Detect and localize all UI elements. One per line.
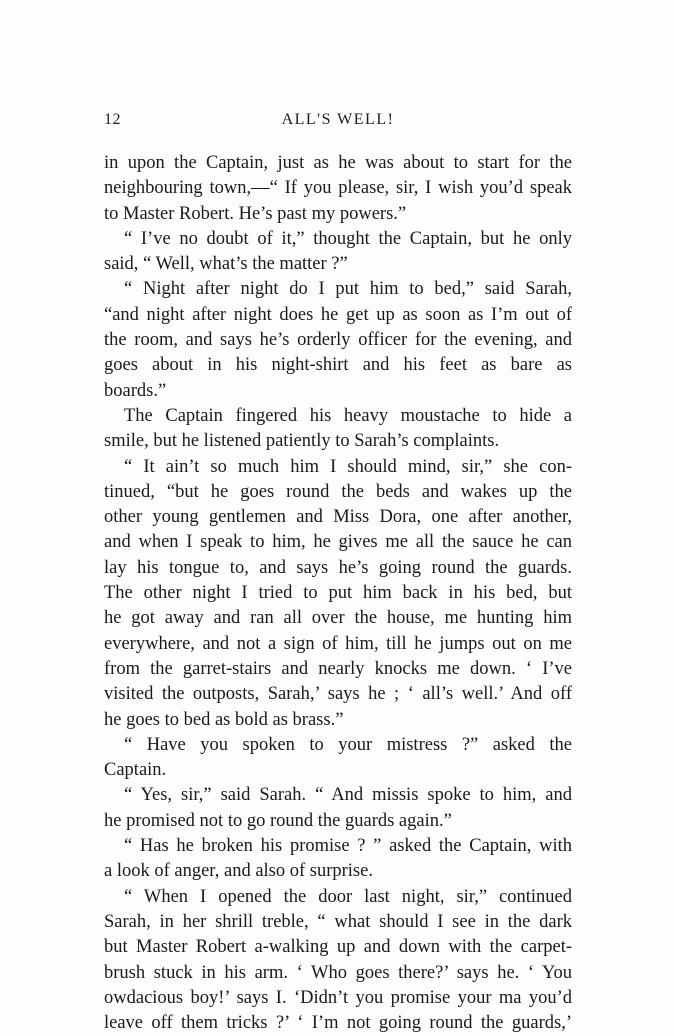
text-line: leave off them tricks ?’ ‘ I’m not going round the guards,’ xyxy=(104,1013,572,1034)
body-text xyxy=(104,151,572,1036)
text-line: “ Have you spoken to your mistress ?” asked the xyxy=(124,734,572,755)
text-line: from the garret-stairs and nearly knocks me down. ‘ I’ve xyxy=(104,658,572,679)
text-line: and when I speak to him, he gives me all the sauce he can xyxy=(104,532,572,553)
text-line: “ Yes, sir,” said Sarah. “ And missis spoke to him, and xyxy=(124,785,572,806)
text-line: The Captain fingered his heavy moustache to hide a xyxy=(124,405,572,426)
text-line: said, “ Well, what’s the matter ?” xyxy=(104,254,348,275)
text-line: “ When I opened the door last night, sir,” continued xyxy=(124,886,572,907)
text-line: a look of anger, and also of surprise. xyxy=(104,861,373,882)
page-header xyxy=(104,111,572,135)
text-line: Sarah, in her shrill treble, “ what should I see in the dark xyxy=(104,911,572,932)
text-line: boards.” xyxy=(104,380,167,401)
text-line: “ It ain’t so much him I should mind, sir,” she con- xyxy=(124,456,572,477)
text-line: other young gentlemen and Miss Dora, one after another, xyxy=(104,507,572,528)
text-line: “ Night after night do I put him to bed,” said Sarah, xyxy=(124,279,572,300)
text-line: brush stuck in his arm. ‘ Who goes there?’ says he. ‘ You xyxy=(104,962,572,983)
text-line: tinued, “but he goes round the beds and wakes up the xyxy=(104,481,572,502)
text-line: owdacious boy!’ says I. ‘Didn’t you promise your ma you’d xyxy=(104,987,572,1008)
text-line: “ I’ve no doubt of it,” thought the Captain, but he only xyxy=(124,228,572,249)
text-line: to Master Robert. He’s past my powers.” xyxy=(104,203,407,224)
running-title: ALL'S WELL! xyxy=(281,111,395,128)
text-line: he goes to bed as bold as brass.” xyxy=(104,709,344,730)
text-line: visited the outposts, Sarah,’ says he ; ‘ all’s well.’ And off xyxy=(104,684,572,705)
text-line: smile, but he listened patiently to Sarah’s complaints. xyxy=(104,431,500,452)
text-line: the room, and says he’s orderly officer for the evening, and xyxy=(104,330,572,351)
text-line: everywhere, and not a sign of him, till he jumps out on me xyxy=(104,633,572,654)
text-line: “and night after night does he get up as soon as I’m out of xyxy=(104,304,572,325)
text-line: goes about in his night-shirt and his feet as bare as xyxy=(104,355,572,376)
text-line: neighbouring town,—“ If you please, sir, I wish you’d speak xyxy=(104,178,572,199)
text-line: The other night I tried to put him back in his bed, but xyxy=(104,583,572,604)
text-line: in upon the Captain, just as he was about to start for the xyxy=(104,153,572,173)
text-line: he got away and ran all over the house, me hunting him xyxy=(104,608,572,629)
text-line: but Master Robert a-walking up and down with the carpet- xyxy=(104,937,572,958)
page-number: 12 xyxy=(104,111,121,128)
text-line: “ Has he broken his promise ? ” asked the Captain, with xyxy=(124,836,572,857)
text-line: Captain. xyxy=(104,760,167,781)
text-line: lay his tongue to, and says he’s going round the guards. xyxy=(104,557,572,578)
text-line: he promised not to go round the guards again.” xyxy=(104,810,452,831)
